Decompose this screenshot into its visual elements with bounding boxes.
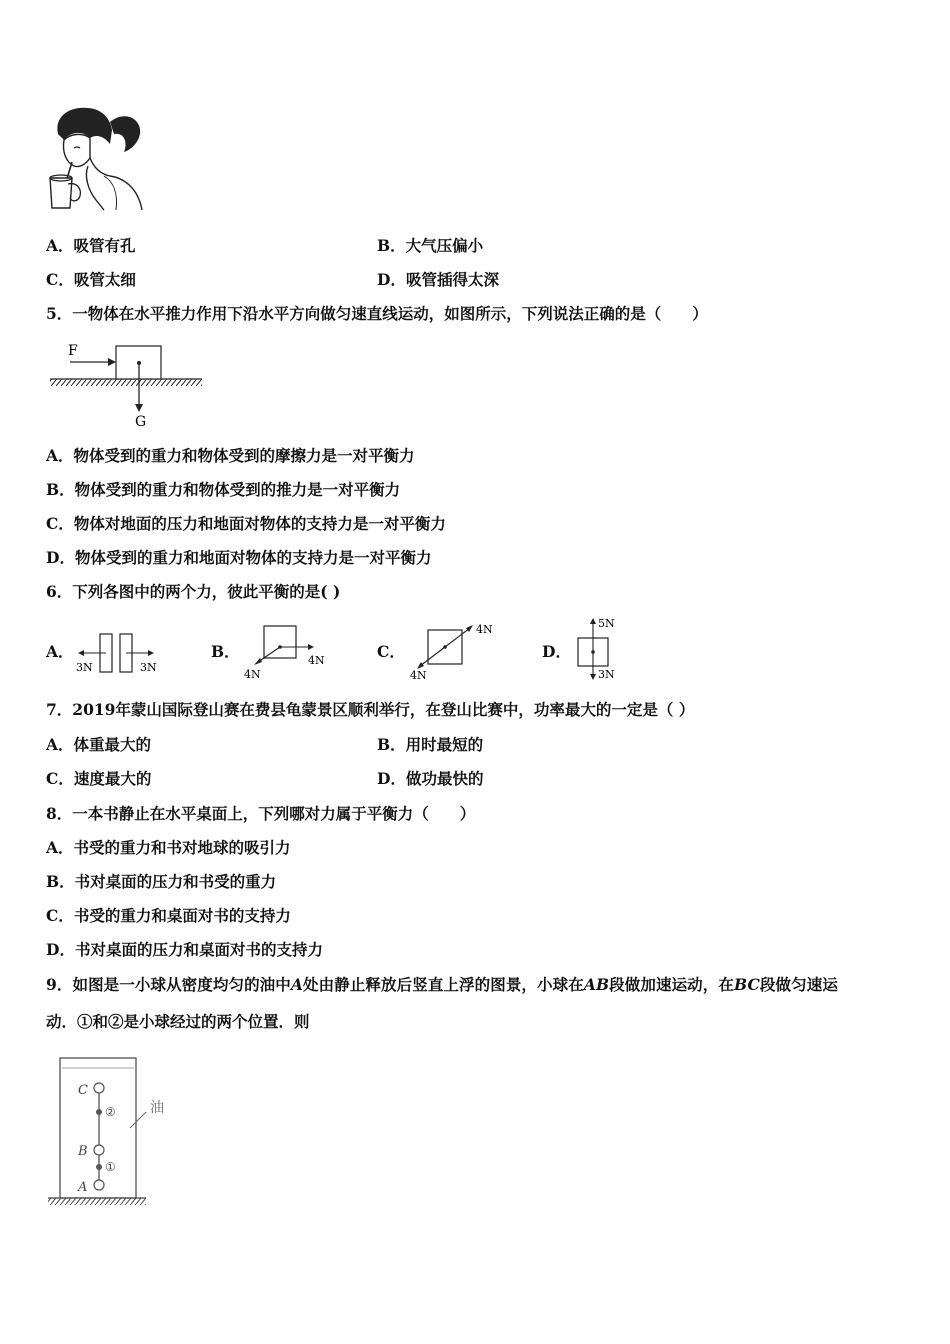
q6-option-a-letter: A． — [46, 642, 74, 661]
q7-option-c: C．速度最大的 — [46, 769, 152, 788]
q7-option-a: A．体重最大的 — [46, 735, 152, 754]
q8-option-a: A．书受的重力和书对地球的吸引力 — [46, 838, 291, 857]
q9-oil-container-diagram — [46, 1054, 176, 1210]
q4-option-b: B．大气压偏小 — [377, 236, 484, 255]
svg-text:3N: 3N — [598, 668, 615, 681]
q7-option-d: D．做功最快的 — [377, 769, 484, 788]
q8-option-c: C．书受的重力和桌面对书的支持力 — [46, 906, 291, 925]
q6-option-a-diagram — [72, 630, 164, 678]
svg-text:4N: 4N — [476, 623, 493, 636]
svg-text:3N: 3N — [140, 661, 157, 674]
svg-text:3N: 3N — [76, 661, 93, 674]
q5-option-a: A．物体受到的重力和物体受到的摩擦力是一对平衡力 — [46, 446, 415, 465]
q5-force-label: F — [68, 343, 78, 359]
q5-option-c: C．物体对地面的压力和地面对物体的支持力是一对平衡力 — [46, 514, 446, 533]
q5-gravity-label: G — [135, 414, 147, 430]
q6-stem: 6．下列各图中的两个力，彼此平衡的是( ) — [46, 582, 341, 601]
q7-stem: 7．2019年蒙山国际登山赛在费县龟蒙景区顺利举行，在登山比赛中，功率最大的一定是（ ） — [46, 700, 695, 719]
q4-option-c: C．吸管太细 — [46, 270, 136, 289]
q5-block-force-diagram — [46, 338, 208, 430]
q6-option-b-diagram — [238, 622, 330, 682]
q9-position-1: ① — [105, 1160, 116, 1174]
q4-option-a: A．吸管有孔 — [46, 236, 136, 255]
q8-option-b: B．书对桌面的压力和书受的重力 — [46, 872, 277, 891]
q9-stem-line1: 9．如图是一小球从密度均匀的油中A处由静止释放后竖直上浮的图景，小球在AB段做加速运动，在BC段做匀速运 — [46, 975, 838, 994]
q6-option-d-diagram — [570, 614, 630, 682]
svg-text:5N: 5N — [598, 617, 615, 630]
q9-stem-line2: 动．①和②是小球经过的两个位置．则 — [46, 1012, 310, 1031]
q8-option-d: D．书对桌面的压力和桌面对书的支持力 — [46, 940, 323, 959]
q9-label-a: A — [78, 1180, 88, 1195]
q5-option-d: D．物体受到的重力和地面对物体的支持力是一对平衡力 — [46, 548, 432, 567]
svg-text:4N: 4N — [308, 654, 325, 667]
q6-option-b-letter: B． — [211, 642, 240, 661]
q9-label-b: B — [78, 1144, 88, 1159]
q8-stem: 8．一本书静止在水平桌面上，下列哪对力属于平衡力（ ） — [46, 804, 476, 823]
q9-label-c: C — [78, 1083, 88, 1098]
q6-option-d-letter: D． — [542, 642, 571, 661]
q7-option-b: B．用时最短的 — [377, 735, 484, 754]
svg-text:4N: 4N — [244, 668, 261, 681]
q9-oil-label: 油 — [150, 1100, 164, 1116]
girl-drinking-straw-illustration — [44, 104, 148, 212]
q6-option-c-diagram — [402, 620, 498, 682]
svg-text:4N: 4N — [410, 669, 427, 682]
q5-stem: 5．一物体在水平推力作用下沿水平方向做匀速直线运动，如图所示，下列说法正确的是（ ） — [46, 304, 708, 323]
q9-position-2: ② — [105, 1105, 116, 1119]
q5-option-b: B．物体受到的重力和物体受到的推力是一对平衡力 — [46, 480, 401, 499]
q4-option-d: D．吸管插得太深 — [377, 270, 499, 289]
q6-option-c-letter: C． — [377, 642, 405, 661]
